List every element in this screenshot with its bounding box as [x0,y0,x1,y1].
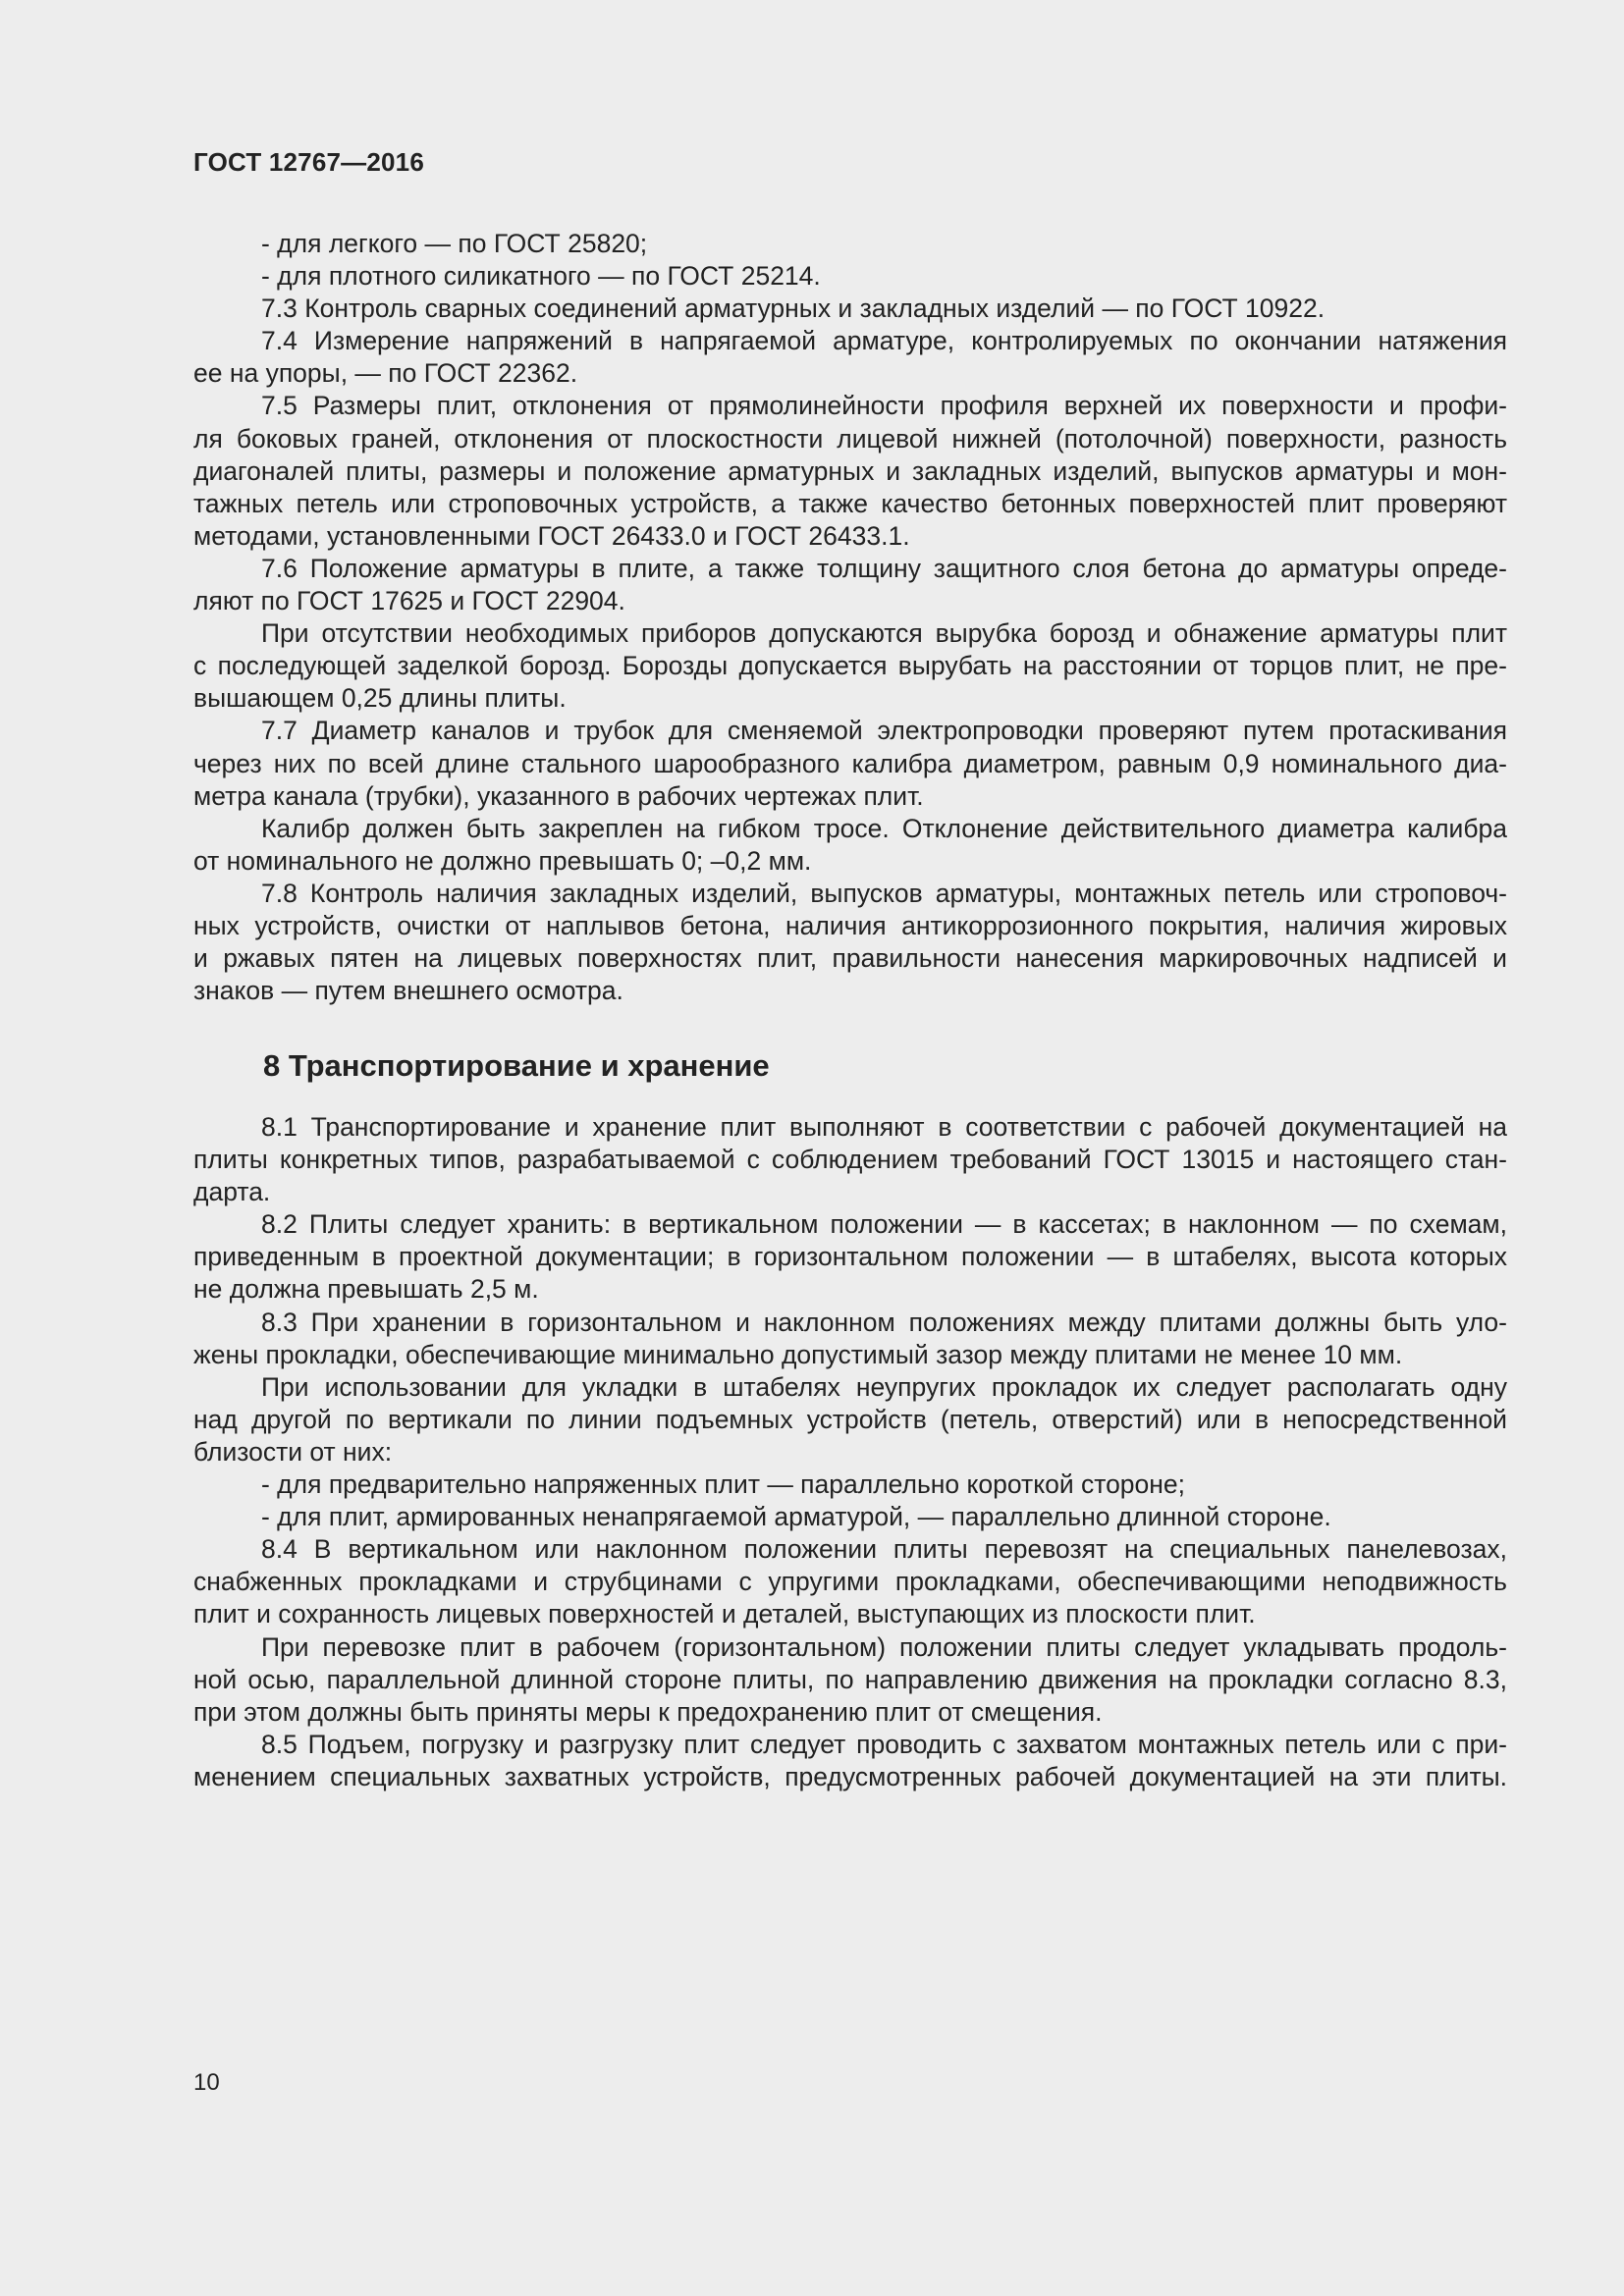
text-line: 7.3 Контроль сварных соединений арматурных и закладных изделий — по ГОСТ 10922. [261,294,1326,324]
text-line: с последующей заделкой борозд. Борозды допускается вырубать на расстоянии от торцов плит, не пре- [193,651,1507,681]
text-line: менением специальных захватных устройств, предусмотренных рабочей документацией на эти плиты. [193,1761,1507,1791]
text-line: плиты конкретных типов, разрабатываемой с соблюдением требований ГОСТ 13015 и настоящего стан- [193,1145,1507,1175]
text-line: - для плотного силикатного — по ГОСТ 25214. [261,261,821,292]
text-line: 8.3 При хранении в горизонтальном и наклонном положениях между плитами должны быть уло- [261,1307,1507,1337]
text-line: 7.5 Размеры плит, отклонения от прямолинейности профиля верхней их поверхности и профи- [261,391,1507,421]
text-line: - для легкого — по ГОСТ 25820; [261,229,648,258]
section-7-continuation [193,228,1507,1007]
text-line: и ржавых пятен на лицевых поверхностях плит, правильности нанесения маркировочных надписей и [193,943,1507,974]
text-line: плит и сохранность лицевых поверхностей и деталей, выступающих из плоскости плит. [193,1599,1256,1629]
text-line: При отсутствии необходимых приборов допускаются вырубка борозд и обнажение арматуры плит [261,618,1507,649]
text-line: жены прокладки, обеспечивающие минимально допустимый зазор между плитами не менее 10 мм. [193,1339,1403,1369]
text-line: близости от них: [193,1436,393,1467]
text-line: знаков — путем внешнего осмотра. [193,976,623,1006]
page-number: 10 [193,2069,220,2096]
text-line: ляют по ГОСТ 17625 и ГОСТ 22904. [193,586,625,616]
text-line: При использовании для укладки в штабелях неупругих прокладок их следует располагать одну [261,1371,1507,1402]
text-line: над другой по вертикали по линии подъемных устройств (петель, отверстий) или в непосредственной [193,1404,1507,1434]
text-line: при этом должны быть приняты меры к предохранению плит от смещения. [193,1696,1103,1727]
text-line: При перевозке плит в рабочем (горизонтальном) положении плиты следует укладывать продоль- [261,1631,1507,1662]
text-line: ной осью, параллельной длинной стороне плиты, по направлению движения на прокладки согласно 8.3, [193,1664,1507,1694]
text-line: от номинального не должно превышать 0; –0,2 мм. [193,845,812,876]
section-8-body [193,1111,1507,1793]
text-line: снабженных прокладками и струбцинами с упругими прокладками, обеспечивающими неподвижность [193,1567,1507,1597]
text-line: - для предварительно напряженных плит — параллельно короткой стороне; [261,1469,1186,1500]
text-line: тажных петель или строповочных устройств, а также качество бетонных поверхностей плит проверяют [193,488,1507,518]
text-line: 7.8 Контроль наличия закладных изделий, выпусков арматуры, монтажных петель или строповоч- [261,878,1507,908]
text-line: 8.2 Плиты следует хранить: в вертикальном положении — в кассетах; в наклонном — по схемам, [261,1209,1507,1240]
running-header: ГОСТ 12767—2016 [193,147,424,177]
text-line: 7.7 Диаметр каналов и трубок для сменяемой электропроводки проверяют путем протаскивания [261,716,1507,746]
text-line: через них по всей длине стального шарообразного калибра диаметром, равным 0,9 номинального диа- [193,748,1507,778]
text-line: 8.5 Подъем, погрузку и разгрузку плит следует проводить с захватом монтажных петель или с при- [261,1729,1507,1759]
text-line: не должна превышать 2,5 м. [193,1274,539,1305]
text-line: 8.4 В вертикальном или наклонном положении плиты перевозят на специальных панелевозах, [261,1534,1507,1565]
text-line: методами, установленными ГОСТ 26433.0 и ГОСТ 26433.1. [193,520,910,551]
text-line: метра канала (трубки), указанного в рабочих чертежах плит. [193,780,924,811]
text-line: вышающем 0,25 длины плиты. [193,683,567,714]
text-line: 7.6 Положение арматуры в плите, а также толщину защитного слоя бетона до арматуры опреде- [261,553,1507,583]
text-line: диагоналей плиты, размеры и положение арматурных и закладных изделий, выпусков арматуры и мон- [193,455,1507,486]
section-8-heading: 8 Транспортирование и хранение [263,1048,770,1083]
text-line: ных устройств, очистки от наплывов бетона, наличия антикоррозионного покрытия, наличия жировых [193,910,1507,940]
text-line: 7.4 Измерение напряжений в напрягаемой арматуре, контролируемых по окончании натяжения [261,326,1507,356]
text-line: ее на упоры, — по ГОСТ 22362. [193,358,578,389]
text-line: Калибр должен быть закреплен на гибком тросе. Отклонение действительного диаметра калибра [261,813,1507,843]
text-line: 8.1 Транспортирование и хранение плит выполняют в соответствии с рабочей документацией на [261,1112,1507,1142]
text-line: дарта. [193,1177,271,1207]
text-line: - для плит, армированных ненапрягаемой арматурой, — параллельно длинной стороне. [261,1502,1331,1532]
text-line: приведенным в проектной документации; в горизонтальном положении — в штабелях, высота которых [193,1242,1507,1272]
text-line: ля боковых граней, отклонения от плоскостности лицевой нижней (потолочной) поверхности, разность [193,423,1507,454]
